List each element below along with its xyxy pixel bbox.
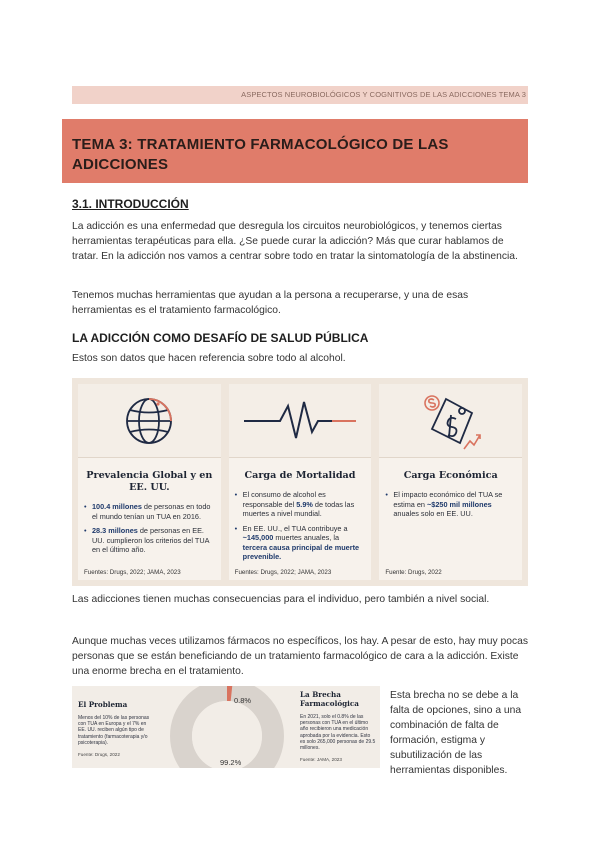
gap-problem-source: Fuente: Drugs, 2022 [78,752,120,758]
gap-donut-svg [152,686,298,768]
card-economic-title: Carga Económica [403,470,498,481]
gap-treated-pct: 0.8% [234,696,252,705]
list-item: • El consumo de alcohol es responsable del 5.9% de todas las muertes a nivel mundial. [235,490,366,519]
gap-pharma-source: Fuente: JAMA, 2023 [300,757,342,763]
list-item: • 28.3 millones de personas en EE. UU. cumplieron los criterios del TUA en el último año. [84,526,215,555]
card-economic-list [385,490,516,519]
paragraph-gap-causes: Esta brecha no se debe a la falta de opciones, sino a una combinación de falta de formación, estigma y subutilización de las herramientas disponibles. [390,690,522,776]
chapter-title [72,135,518,175]
treatment-gap-graphic [72,686,380,768]
gap-pharma-text: En 2021, solo el 0.8% de las personas con TUA en el último año recibieron una medicación aprobada por la evidencia. Esto es solo 265,000 personas de 29.5 millones. [300,714,376,752]
gap-pharma-title: La Brecha Farmacológica [300,690,359,708]
card-mortality [229,384,372,580]
card-prevalence-title: Prevalencia Global y en EE. UU. [86,470,213,493]
heartbeat-icon [240,396,360,446]
gap-donut-chart [152,686,298,768]
card-mortality-title: Carga de Mortalidad [244,470,356,481]
paragraph-treatment-gap: Aunque muchas veces utilizamos fármacos no específicos, los hay. A pesar de esto, hay muy pocas personas que se están beneficiando de un tratamiento farmacológico de cara a la adicción. Existe una enorme brecha en el tratamiento. [72,636,528,677]
card-mortality-source: Fuentes: Drugs, 2022; JAMA, 2023 [234,569,332,576]
gap-problem-title: El Problema [78,700,128,709]
public-health-infographic [72,378,528,586]
card-mortality-list [235,490,366,562]
gap-problem-text: Menos del 10% de las personas con TUA en Europa y el 7% en EE. UU. reciben algún tipo de tratamiento (farmacoterapia y/o psicoterapia). [78,715,150,746]
card-prevalence-source: Fuentes: Drugs, 2022; JAMA, 2023 [84,569,181,576]
card-prevalence [78,384,221,580]
card-economic [379,384,522,580]
globe-icon [118,390,180,452]
paragraph-intro: La adicción es una enfermedad que desregula los circuitos neurobiológicos, y tenemos ciertas herramientas terapéuticas para ella. ¿Se puede curar la adicción? Más que curar hablamos de tratar. En la adicción nos vamos a centrar sobre todo en tratar la sintomatología de la abstinencia. [72,221,518,262]
list-item: • El impacto económico del TUA se estima en ~$250 mil millones anuales solo en EE. UU. [385,490,516,519]
gap-untreated-pct: 99.2% [220,758,242,767]
card-economic-source: Fuente: Drugs, 2022 [385,569,442,576]
chapter-title-line2: ADICCIONES [72,156,169,173]
running-header [72,86,528,104]
section-heading: 3.1. INTRODUCCIÓN [72,197,189,211]
list-item: • 100.4 millones de personas en todo el mundo tenían un TUA en 2016. [84,502,215,521]
paragraph-alcohol-note: Estos son datos que hacen referencia sobre todo al alcohol. [72,353,346,364]
paragraph-tools: Tenemos muchas herramientas que ayudan a la persona a recuperarse, y una de esas herramientas es el tratamiento farmacológico. [72,290,469,316]
price-tag-icon [416,389,486,453]
gap-pharma-panel [300,690,376,762]
subheading-public-health: LA ADICCIÓN COMO DESAFÍO DE SALUD PÚBLICA [72,331,369,345]
list-item: • En EE. UU., el TUA contribuye a ~145,000 muertes anuales, la tercera causa principal de muerte prevenible. [235,524,366,562]
paragraph-consequences: Las adicciones tienen muchas consecuencias para el individuo, pero también a nivel social. [72,594,490,605]
running-title: ASPECTOS NEUROBIOLÓGICOS Y COGNITIVOS DE LAS ADICCIONES TEMA 3 [241,90,526,99]
card-prevalence-list [84,502,215,555]
chapter-title-line1: TEMA 3: TRATAMIENTO FARMACOLÓGICO DE LAS [72,136,449,153]
gap-problem-panel [78,700,150,757]
chapter-title-block [62,119,528,183]
